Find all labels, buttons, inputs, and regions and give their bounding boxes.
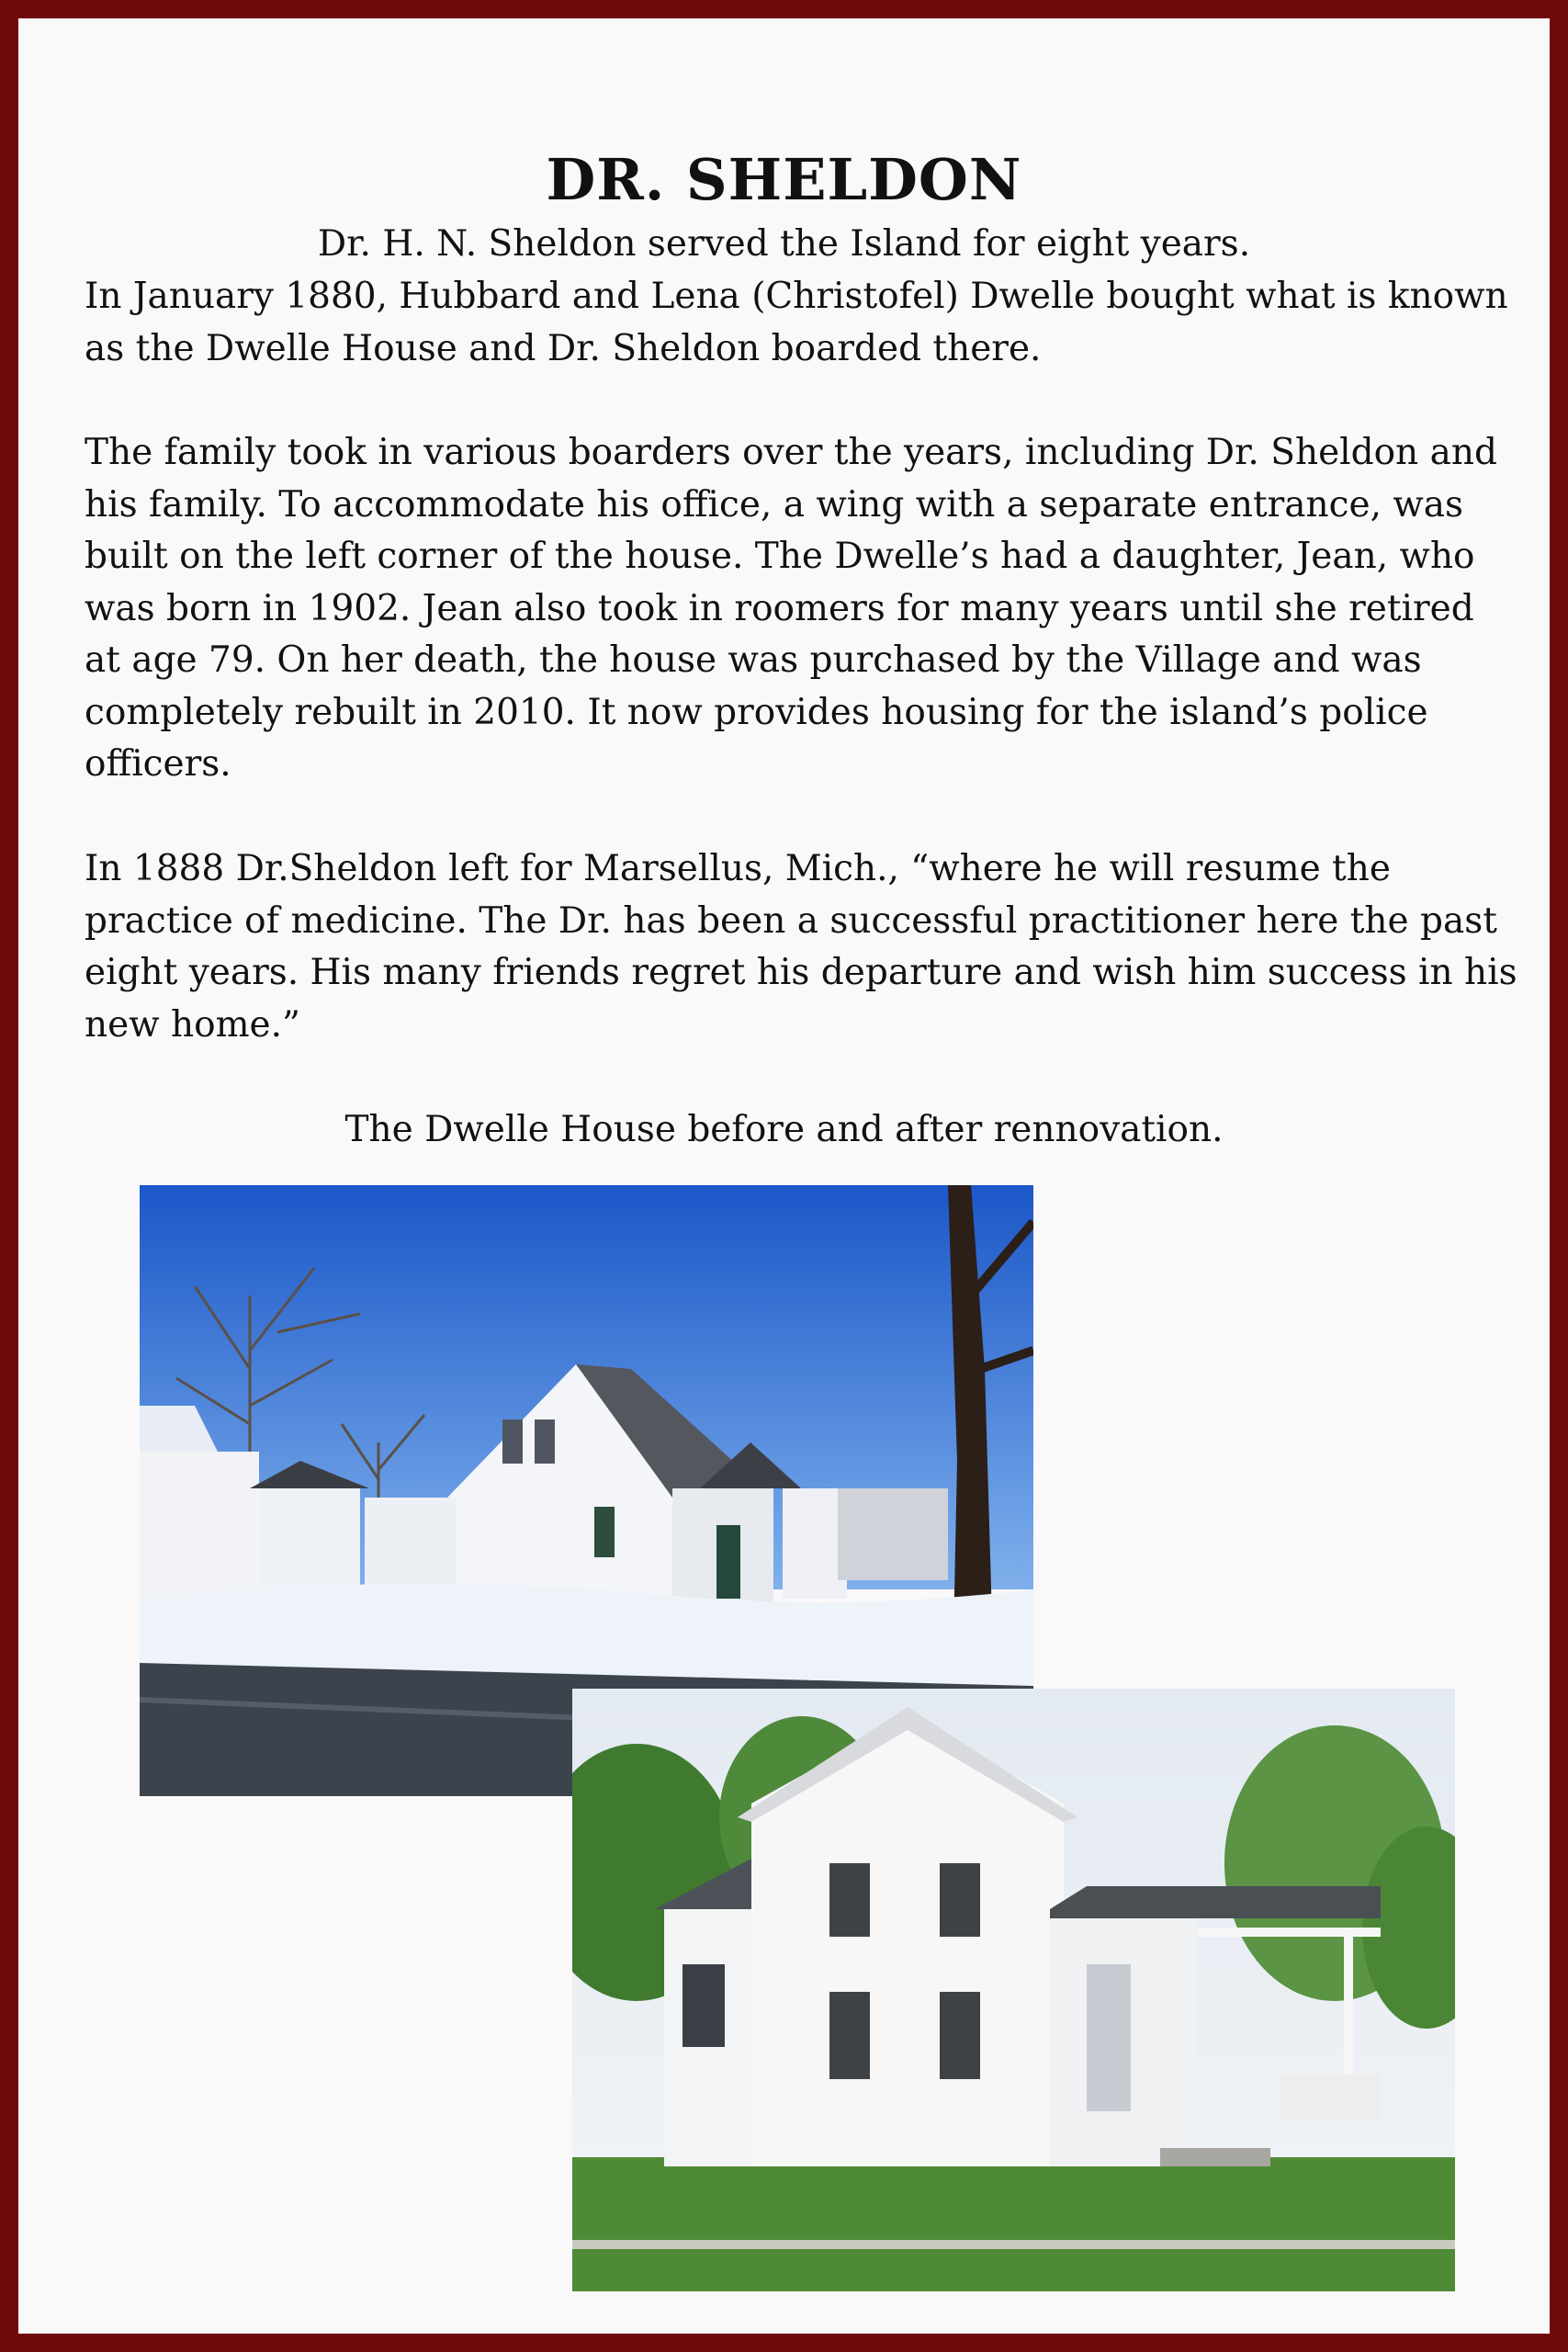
page-title: DR. SHELDON xyxy=(546,146,1022,213)
page xyxy=(18,18,1550,2334)
paragraph-intro: In January 1880, Hubbard and Lena (Christofel) Dwelle bought what is known as the Dwelle House and Dr. Sheldon boarded there. xyxy=(85,276,1508,369)
paragraph-boarders: The family took in various boarders over the years, including Dr. Sheldon and his family. To accommodate his office, a wing with a separate entrance, was built on the left corner of the house. The Dwelle’s had a daughter, Jean, who was born in 1902. Jean also took in roomers for many years until she retired at age 79. On her death, the house was purchased by the Village and was completely rebuilt in 2010. It now provides housing for the island’s police officers. xyxy=(85,432,1497,785)
subtitle: Dr. H. N. Sheldon served the Island for eight years. xyxy=(317,223,1251,265)
paragraph-departure: In 1888 Dr.Sheldon left for Marsellus, Mich., “where he will resume the practice of medicine. The Dr. has been a successful practitioner here the past eight years. His many friends regret his departure and wish him success in his new home.” xyxy=(85,848,1517,1046)
photo-caption: The Dwelle House before and after rennovation. xyxy=(344,1109,1224,1150)
photo-after-renovation xyxy=(572,1689,1455,2291)
